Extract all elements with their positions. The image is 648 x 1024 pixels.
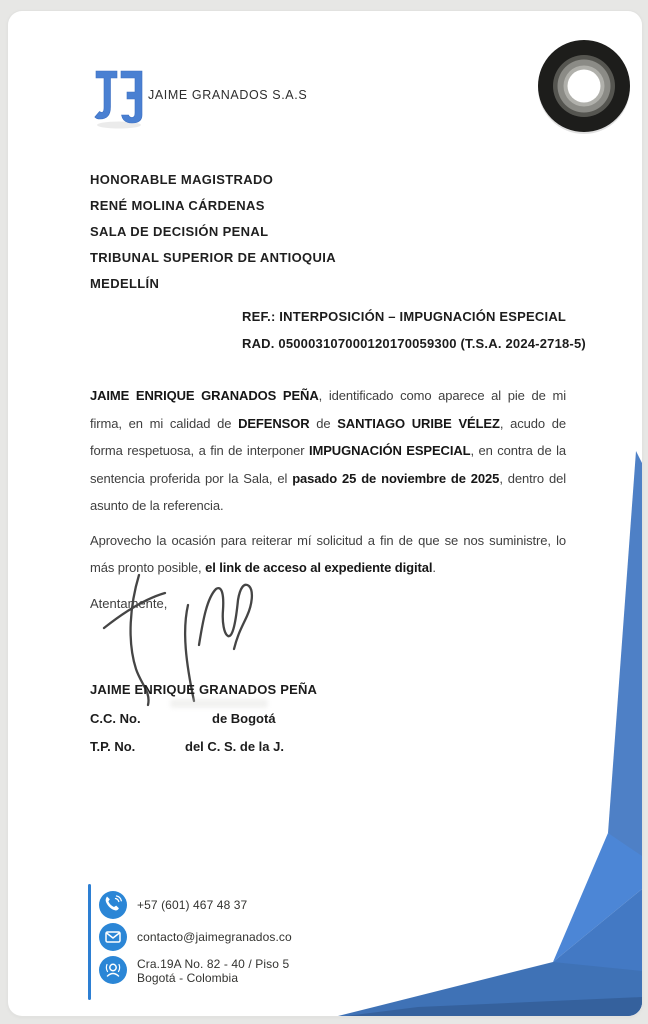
reference-subject: REF.: INTERPOSICIÓN – IMPUGNACIÓN ESPECIAL — [242, 309, 567, 324]
location-icon — [99, 956, 127, 984]
company-name: JAIME GRANADOS S.A.S — [148, 88, 308, 102]
body-paragraph-1: JAIME ENRIQUE GRANADOS PEÑA, identificado como aparece al pie de mi firma, en mi calidad de DEFENSOR de SANTIAGO URIBE VÉLEZ, acudo de forma respetuosa, a fin de interponer IMPUGNACIÓN ESPECIAL, en contra de la sentencia proferida por la Sala, el pasado 25 de noviembre de 2025, dentro del asunto de la referencia. — [90, 388, 566, 513]
tp-number-row — [90, 739, 410, 755]
document-page — [8, 11, 642, 1016]
email-address: contacto@jaimegranados.co — [137, 930, 292, 944]
envelope-icon — [99, 923, 127, 951]
recipient-line: HONORABLE MAGISTRADO — [90, 172, 274, 187]
cc-number-row — [90, 711, 410, 727]
body-paragraph-2: Aprovecho la ocasión para reiterar mí solicitud a fin de que se nos suministre, lo más pronto posible, el link de acceso al expediente digital. — [90, 533, 566, 575]
recipient-line: RENÉ MOLINA CÁRDENAS — [90, 198, 265, 213]
signer-name: JAIME ENRIQUE GRANADOS PEÑA — [90, 682, 318, 697]
tp-suffix: del C. S. de la J. — [185, 739, 284, 754]
address-line-2: Bogotá - Colombia — [137, 971, 239, 985]
salutation: Atentamente, — [90, 596, 168, 611]
phone-number: +57 (601) 467 48 37 — [137, 898, 248, 912]
address-block — [137, 957, 289, 985]
reference-case-number: RAD. 050003107000120170059300 (T.S.A. 2024-2718-5) — [242, 336, 586, 351]
phone-icon — [99, 891, 127, 919]
redacted-cc-number — [170, 699, 268, 708]
recipient-line: MEDELLÍN — [90, 276, 160, 291]
address-line-1: Cra.19A No. 82 - 40 / Piso 5 — [137, 957, 290, 971]
recipient-line: SALA DE DECISIÓN PENAL — [90, 224, 269, 239]
recipient-line: TRIBUNAL SUPERIOR DE ANTIOQUIA — [90, 250, 336, 265]
cc-suffix: de Bogotá — [212, 711, 276, 726]
footer-accent-rule — [88, 884, 91, 1000]
signature-scribble — [8, 11, 642, 1016]
tp-label: T.P. No. — [90, 739, 136, 754]
cc-label: C.C. No. — [90, 711, 141, 726]
